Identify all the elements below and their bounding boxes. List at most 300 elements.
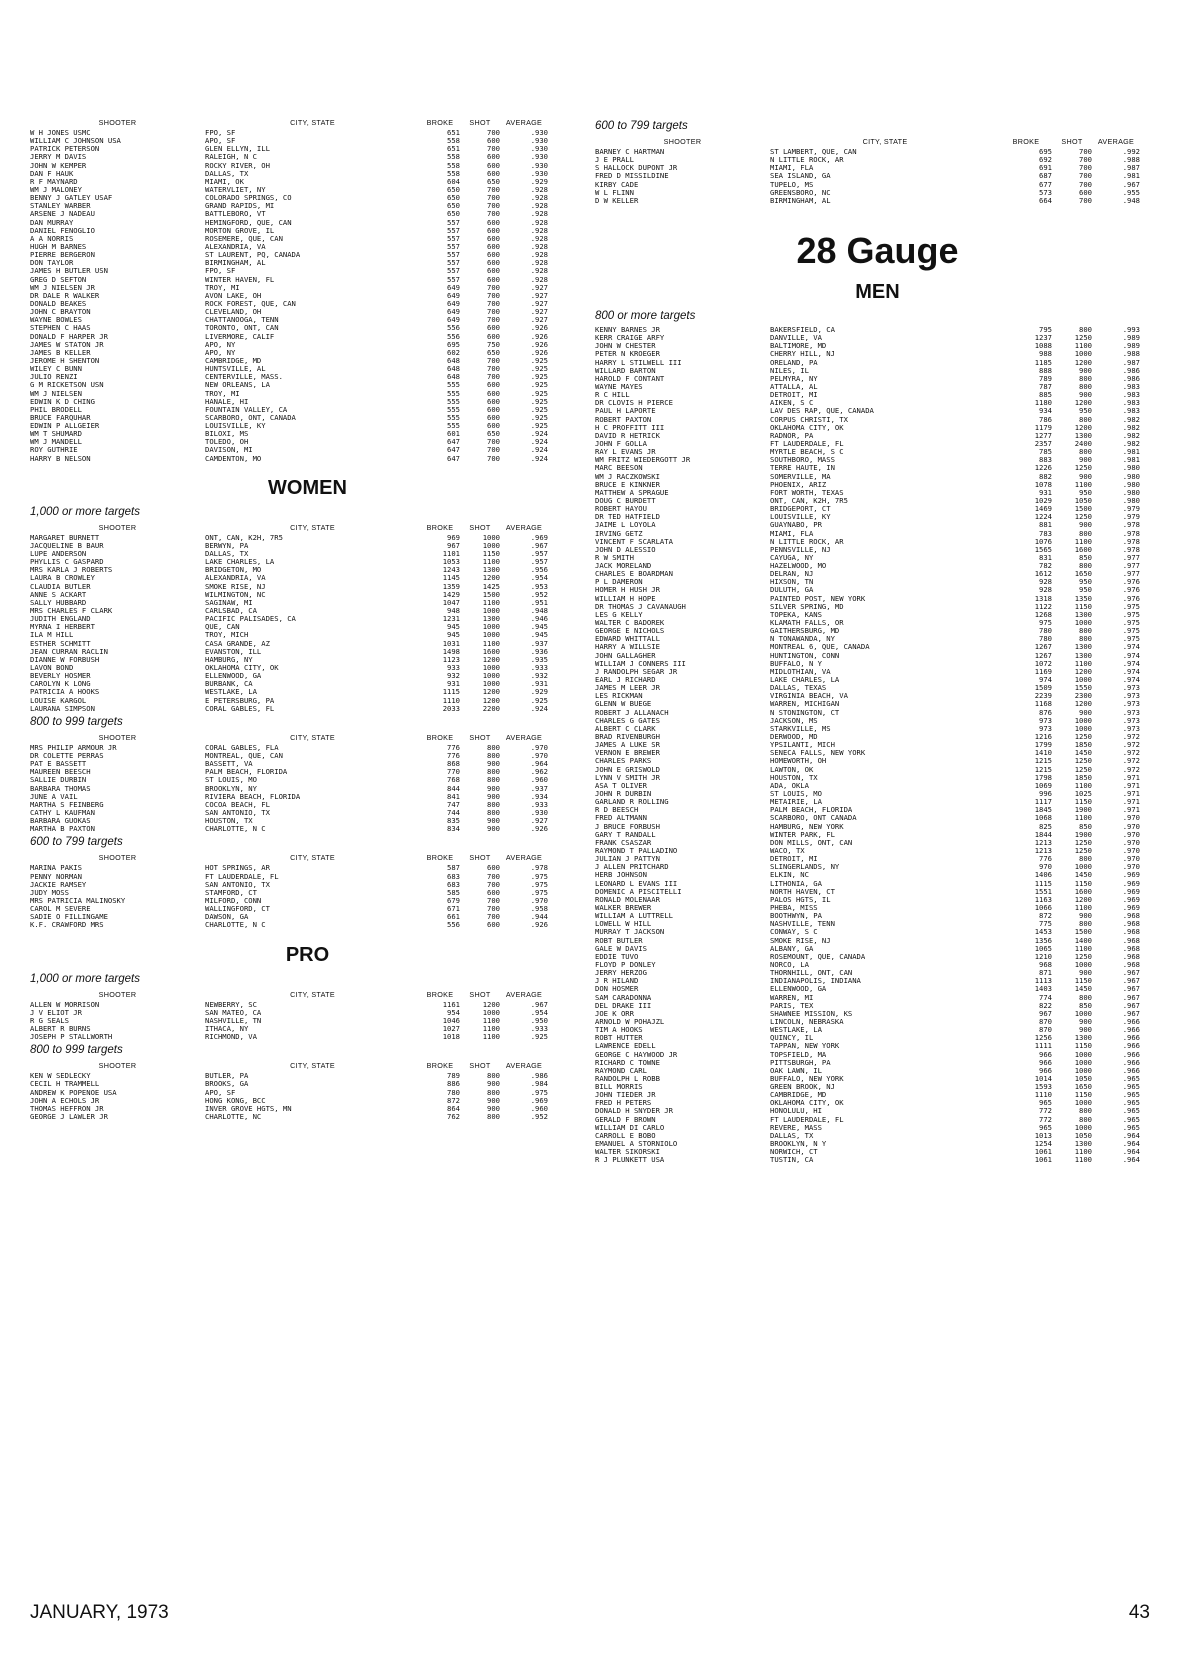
shot-count: 1500 (1074, 928, 1092, 937)
shot-count: 900 (1079, 1017, 1092, 1026)
broke-count: 661 (447, 913, 460, 922)
broke-count: 687 (1039, 172, 1052, 181)
spacer (30, 930, 585, 940)
table-row (595, 530, 1160, 538)
shot-count: 900 (487, 1096, 500, 1105)
average-value: .975 (530, 880, 548, 889)
table-row (595, 497, 1160, 505)
shooter-header: SHOOTER (98, 522, 137, 532)
city-state: ST LAMBERT, QUE, CAN (770, 148, 857, 156)
city-state: ONT, CAN, K2H, 7R5 (205, 533, 283, 542)
city-state: LAWTON, OK (770, 765, 814, 774)
average-value: .927 (530, 283, 548, 292)
city-state: GRAND RAPIDS, MI (205, 202, 275, 211)
shooter-header: SHOOTER (98, 853, 137, 863)
table-row (30, 178, 585, 186)
shooter-name: EDWIN K D CHING (30, 397, 95, 406)
broke-count: 650 (447, 194, 460, 203)
broke-count: 1111 (1034, 1042, 1052, 1051)
broke-count: 555 (447, 381, 460, 390)
table-row (595, 676, 1160, 684)
city-state: DAWSON, GA (205, 913, 249, 922)
table-row (595, 383, 1160, 391)
city-state: PALM BEACH, FLORIDA (770, 806, 853, 815)
shot-count: 700 (487, 145, 500, 154)
broke-count: 870 (1039, 1026, 1052, 1035)
average-value: .981 (1122, 448, 1140, 457)
shot-count: 1100 (1074, 814, 1092, 823)
city-state: DAVISON, MI (205, 446, 253, 455)
table-row (595, 407, 1160, 415)
shooter-name: JAIME L LOYOLA (595, 521, 656, 530)
shooter-name: RAYMOND T PALLADINO (595, 846, 678, 855)
shot-count: 600 (487, 242, 500, 251)
city-state: CORPUS CHRISTI, TX (770, 415, 848, 424)
broke-count: 885 (1039, 391, 1052, 400)
shot-count: 1200 (1074, 667, 1092, 676)
city-state: HOMEWORTH, OH (770, 757, 827, 766)
shot-count: 1100 (1074, 537, 1092, 546)
shooter-name: H C PROFFITT III (595, 423, 665, 432)
broke-header: BROKE (1012, 137, 1040, 146)
broke-count: 556 (447, 921, 460, 930)
broke-count: 1215 (1034, 757, 1052, 766)
table-row (30, 656, 585, 664)
shot-count: 900 (487, 817, 500, 826)
shooter-name: MARC BEESON (595, 464, 643, 473)
shot-count: 600 (487, 422, 500, 431)
table-row (595, 863, 1160, 871)
broke-count: 970 (1039, 863, 1052, 872)
shot-count: 900 (1079, 366, 1092, 375)
table-row (595, 684, 1160, 692)
average-value: .978 (530, 864, 548, 873)
broke-count: 556 (447, 332, 460, 341)
shot-count: 950 (1079, 488, 1092, 497)
average-value: .975 (530, 888, 548, 897)
shot-count: 1300 (1074, 643, 1092, 652)
average-value: .931 (530, 680, 548, 689)
broke-count: 585 (447, 888, 460, 897)
shot-count: 900 (1079, 456, 1092, 465)
shooter-name: JOHN GALLAGHER (595, 651, 656, 660)
average-value: .967 (1122, 180, 1140, 189)
average-value: .953 (530, 582, 548, 591)
shot-count: 1000 (1074, 1123, 1092, 1132)
broke-count: 988 (1039, 350, 1052, 359)
table-row (595, 733, 1160, 741)
average-value: .948 (1122, 196, 1140, 205)
table-row (595, 888, 1160, 896)
broke-count: 871 (1039, 969, 1052, 978)
city-state: ITHACA, NY (205, 1024, 249, 1033)
city-state: BILOXI, MS (205, 430, 249, 439)
shooter-name: JUNE A VAIL (30, 792, 78, 801)
shot-count: 1200 (1074, 358, 1092, 367)
broke-count: 931 (1039, 488, 1052, 497)
average-value: .928 (530, 226, 548, 235)
shot-count: 1200 (482, 655, 500, 664)
shooter-name: DAN MURRAY (30, 218, 74, 227)
average-value: .933 (530, 800, 548, 809)
table-row (30, 881, 585, 889)
broke-count: 647 (447, 438, 460, 447)
shooter-name: ROBERT PAXTON (595, 415, 652, 424)
table-row (595, 880, 1160, 888)
city-state: LOUISVILLE, KY (205, 422, 266, 431)
broke-count: 1046 (442, 1016, 460, 1025)
shooter-name: R D BEESCH (595, 806, 639, 815)
table-row (595, 1132, 1160, 1140)
city-state: WINTER HAVEN, FL (205, 275, 275, 284)
city-state: FT LAUDERDALE, FL (205, 872, 279, 881)
table-row (30, 705, 585, 713)
average-value: .975 (1122, 619, 1140, 628)
broke-count: 1277 (1034, 431, 1052, 440)
city-state: OAK LAWN, IL (770, 1066, 822, 1075)
average-value: .937 (530, 784, 548, 793)
shooter-name: JERRY M DAVIS (30, 153, 87, 162)
shooter-name: DOMENIC A PISCITELLI (595, 887, 682, 896)
shot-count: 800 (487, 800, 500, 809)
shooter-name: STEPHEN C HAAS (30, 324, 91, 333)
shot-count: 1250 (1074, 765, 1092, 774)
shot-count: 1000 (1074, 619, 1092, 628)
average-value: .926 (530, 332, 548, 341)
shot-count: 900 (487, 1104, 500, 1113)
average-header: AVERAGE (505, 853, 543, 863)
shooter-name: HAROLD F CONTANT (595, 374, 665, 383)
broke-count: 1268 (1034, 610, 1052, 619)
shooter-name: GEORGE J LAWLER JR (30, 1112, 108, 1121)
shooter-name: GALE W DAVIS (595, 944, 647, 953)
broke-count: 888 (1039, 366, 1052, 375)
table-row (30, 422, 585, 430)
city-state: ELKIN, NC (770, 871, 809, 880)
shot-count: 700 (1079, 156, 1092, 165)
table-row (30, 1017, 585, 1025)
city-state: CASA GRANDE, AZ (205, 639, 270, 648)
table-row (30, 357, 585, 365)
average-value: .933 (530, 664, 548, 673)
city-state: ST LOUIS, MO (770, 790, 822, 798)
shooter-name: WM J RACZKOWSKI (595, 472, 660, 481)
table-row (30, 591, 585, 599)
table-row (30, 137, 585, 145)
table-row (595, 156, 1160, 164)
average-value: .965 (1122, 1091, 1140, 1100)
shooter-name: BRUCE FARQUHAR (30, 413, 91, 422)
shot-count: 1100 (482, 639, 500, 648)
city-state: ADA, OKLA (770, 781, 809, 790)
average-value: .982 (1122, 431, 1140, 440)
table-row (595, 814, 1160, 822)
broke-count: 555 (447, 422, 460, 431)
city-state: YPSILANTI, MICH (770, 741, 835, 750)
shot-count: 1300 (1074, 610, 1092, 619)
average-value: .973 (1122, 692, 1140, 701)
shot-count: 800 (1079, 635, 1092, 644)
broke-count: 747 (447, 800, 460, 809)
shooter-name: ASA T OLIVER (595, 781, 647, 790)
broke-count: 683 (447, 872, 460, 881)
shot-count: 700 (1079, 164, 1092, 173)
average-value: .975 (530, 872, 548, 881)
shooter-name: BEVERLY HOSMER (30, 672, 91, 681)
shot-count: 1300 (482, 615, 500, 624)
city-state: COLORADO SPRINGS, CO (205, 194, 292, 203)
shot-count: 700 (487, 454, 500, 463)
table-row (30, 631, 585, 639)
shooter-name: MARGARET BURNETT (30, 533, 100, 542)
table-row (595, 546, 1160, 554)
table-row (30, 390, 585, 398)
broke-count: 587 (447, 864, 460, 873)
shooter-name: LAWRENCE EDELL (595, 1042, 656, 1051)
broke-count: 954 (447, 1008, 460, 1017)
city-state: DALLAS, TX (205, 169, 249, 178)
broke-header: BROKE (426, 1061, 454, 1071)
average-value: .966 (1122, 1058, 1140, 1067)
average-value: .925 (530, 397, 548, 406)
broke-count: 664 (1039, 196, 1052, 205)
city-state: NEW ORLEANS, LA (205, 381, 270, 390)
broke-count: 969 (447, 533, 460, 542)
shooter-name: JUDY MOSS (30, 888, 69, 897)
broke-count: 786 (1039, 415, 1052, 424)
average-value: .980 (1122, 488, 1140, 497)
average-value: .973 (1122, 684, 1140, 693)
average-value: .978 (1122, 529, 1140, 538)
shooter-name: PATRICK PETERSON (30, 145, 100, 154)
shooter-name: WM J MALONEY (30, 185, 82, 194)
broke-header: BROKE (426, 522, 454, 532)
average-value: .967 (1122, 1009, 1140, 1018)
broke-count: 1031 (442, 639, 460, 648)
average-value: .971 (1122, 806, 1140, 815)
shot-count: 800 (487, 808, 500, 817)
broke-count: 604 (447, 177, 460, 186)
average-value: .979 (1122, 513, 1140, 522)
broke-count: 1356 (1034, 936, 1052, 945)
average-value: .935 (530, 655, 548, 664)
average-value: .924 (530, 704, 548, 713)
average-value: .964 (1122, 1131, 1140, 1140)
shot-count: 800 (1079, 529, 1092, 538)
shooter-name: JAMES A LUKE SR (595, 741, 660, 750)
shooter-name: MYRNA I HERBERT (30, 623, 95, 632)
shooter-header: SHOOTER (98, 732, 137, 742)
broke-count: 825 (1039, 822, 1052, 831)
city-state: MIAMI, OK (205, 177, 244, 186)
shooter-name: R F MAYNARD (30, 177, 78, 186)
broke-count: 785 (1039, 448, 1052, 457)
city-state: DETROIT, MI (770, 855, 818, 864)
city-state: INVER GROVE HGTS, MN (205, 1104, 292, 1113)
broke-count: 768 (447, 776, 460, 785)
table-row (30, 227, 585, 235)
shot-count: 1250 (1074, 733, 1092, 742)
shot-count: 700 (487, 872, 500, 881)
table-row (595, 432, 1160, 440)
table-row (595, 904, 1160, 912)
shot-count: 1100 (1074, 1148, 1092, 1157)
table-row (30, 438, 585, 446)
table-row (595, 399, 1160, 407)
shot-count: 1425 (482, 582, 500, 591)
table-row (595, 945, 1160, 953)
average-value: .965 (1122, 1099, 1140, 1108)
city-state: METAIRIE, LA (770, 798, 822, 807)
shot-count: 800 (1079, 562, 1092, 571)
broke-count: 1798 (1034, 773, 1052, 782)
city-state: HUNTSVILLE, AL (205, 365, 266, 374)
average-value: .969 (1122, 887, 1140, 896)
shot-header: SHOT (469, 732, 491, 742)
average-value: .975 (1122, 627, 1140, 636)
broke-count: 770 (447, 768, 460, 777)
broke-count: 1061 (1034, 1148, 1052, 1157)
city-state: SEA ISLAND, GA (770, 172, 831, 181)
average-value: .945 (530, 631, 548, 640)
table-row (30, 615, 585, 623)
city-state: WILMINGTON, NC (205, 590, 266, 599)
shooter-name: JUDITH ENGLAND (30, 615, 91, 624)
average-value: .956 (530, 566, 548, 575)
broke-count: 1066 (1034, 903, 1052, 912)
shooter-name: JOHN A ECHOLS JR (30, 1096, 100, 1105)
shooter-name: ANNE S ACKART (30, 590, 87, 599)
shooter-name: WALTER SIKORSKI (595, 1148, 660, 1157)
average-value: .972 (1122, 757, 1140, 766)
shot-count: 1200 (1074, 895, 1092, 904)
city-state: REVERE, MASS (770, 1123, 822, 1132)
table-row (595, 562, 1160, 570)
average-value: .964 (1122, 1148, 1140, 1157)
table-row (595, 912, 1160, 920)
shot-count: 600 (487, 218, 500, 227)
city-header: CITY, STATE (290, 118, 335, 127)
average-value: .928 (530, 210, 548, 219)
broke-count: 647 (447, 454, 460, 463)
broke-count: 648 (447, 356, 460, 365)
table-row (30, 381, 585, 389)
shooter-name: ROBT HUTTER (595, 1034, 643, 1043)
shot-count: 600 (487, 137, 500, 146)
broke-count: 776 (447, 752, 460, 760)
broke-count: 1226 (1034, 464, 1052, 473)
shooter-name: MAUREEN BEESCH (30, 768, 91, 777)
city-state: BROOKS, GA (205, 1080, 249, 1089)
table-row (30, 1089, 585, 1097)
broke-count: 1122 (1034, 602, 1052, 611)
table-row (595, 709, 1160, 717)
table-row (30, 760, 585, 768)
city-state: GAITHERSBURG, MD (770, 627, 840, 636)
shooter-name: PATRICIA A HOOKS (30, 688, 100, 697)
column-header-row (30, 1060, 585, 1072)
broke-count: 928 (1039, 586, 1052, 595)
shooter-name: W H JONES USMC (30, 129, 91, 137)
shooter-name: ROBERT J ALLANACH (595, 708, 669, 717)
shot-header: SHOT (469, 522, 491, 532)
average-value: .984 (530, 1080, 548, 1089)
shot-count: 1000 (482, 623, 500, 632)
table-row (595, 627, 1160, 635)
shooter-name: EMANUEL A STORNIOLO (595, 1140, 678, 1149)
average-value: .987 (1122, 164, 1140, 173)
table-row (30, 300, 585, 308)
average-value: .966 (1122, 1050, 1140, 1059)
table-row (30, 873, 585, 881)
average-value: .975 (1122, 602, 1140, 611)
table-row (30, 864, 585, 872)
city-state: TUSTIN, CA (770, 1156, 814, 1165)
city-state: DETROIT, MI (770, 391, 818, 400)
broke-count: 1231 (442, 615, 460, 624)
city-state: SCARBORO, ONT CANADA (770, 814, 857, 823)
city-state: INDIANAPOLIS, INDIANA (770, 977, 861, 986)
average-value: .954 (530, 1008, 548, 1017)
city-state: BUFFALO, NEW YORK (770, 1074, 844, 1083)
shot-count: 1500 (1074, 505, 1092, 514)
shot-count: 600 (487, 234, 500, 243)
table-row (595, 505, 1160, 513)
city-state: ROCK FOREST, QUE, CAN (205, 299, 296, 308)
average-value: .968 (1122, 912, 1140, 921)
shot-count: 700 (487, 185, 500, 194)
average-value: .977 (1122, 553, 1140, 562)
shot-count: 1600 (482, 647, 500, 656)
shot-count: 900 (1079, 969, 1092, 978)
city-state: TUPELO, MS (770, 180, 814, 189)
shooter-name: LUPE ANDERSON (30, 550, 87, 559)
broke-count: 1110 (442, 696, 460, 705)
city-state: WINTER PARK, FL (770, 830, 835, 839)
shooter-name: HARRY B NELSON (30, 454, 91, 463)
table-row (595, 334, 1160, 342)
broke-count: 831 (1039, 553, 1052, 562)
city-state: HONOLULU, HI (770, 1107, 822, 1116)
shooter-name: J ALLEN PRITCHARD (595, 863, 669, 872)
table-row (30, 186, 585, 194)
shooter-name: WAYNE BOWLES (30, 316, 82, 325)
city-state: DALLAS, TX (205, 550, 249, 559)
broke-count: 996 (1039, 790, 1052, 798)
table-row (30, 162, 585, 170)
shot-count: 700 (487, 283, 500, 292)
shot-count: 1000 (482, 533, 500, 542)
average-value: .925 (530, 356, 548, 365)
city-state: HAMBURG, NY (205, 655, 253, 664)
table-row (30, 1072, 585, 1080)
shot-count: 900 (487, 825, 500, 834)
shooter-name: PETER N KROEGER (595, 350, 660, 359)
shooter-name: R J PLUNKETT USA (595, 1156, 665, 1165)
broke-count: 841 (447, 792, 460, 801)
column-header-row (30, 117, 585, 129)
shot-count: 800 (1079, 920, 1092, 929)
table-row (595, 871, 1160, 879)
city-state: SOMERVILLE, MA (770, 472, 831, 481)
broke-count: 555 (447, 405, 460, 414)
table-row (30, 398, 585, 406)
table-row (30, 1113, 585, 1121)
city-state: LITHONIA, GA (770, 879, 822, 888)
city-state: ALBANY, GA (770, 944, 814, 953)
shooter-name: LES G KELLY (595, 610, 643, 619)
shooter-name: ARNOLD W POHAJZL (595, 1017, 665, 1026)
